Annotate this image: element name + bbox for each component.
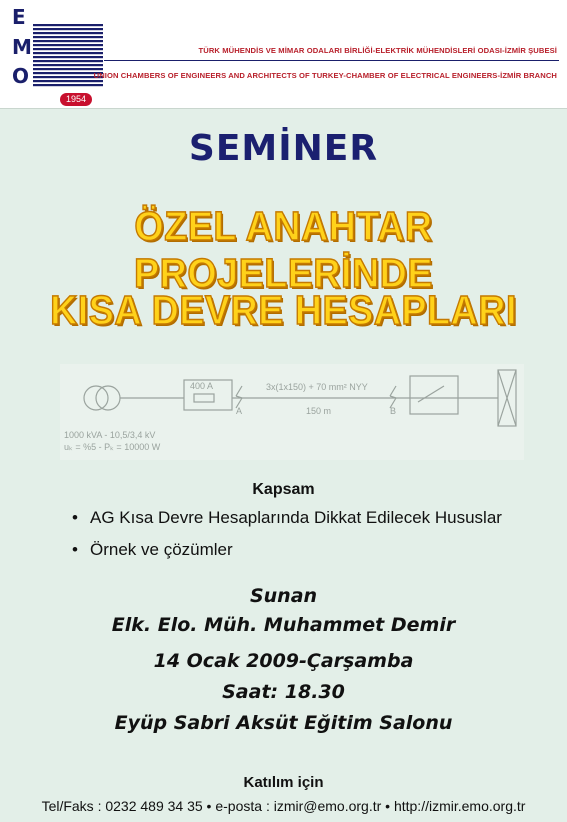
event-type-heading: SEMİNER [188, 128, 379, 169]
scope-item [72, 506, 502, 538]
org-name-turkish: TÜRK MÜHENDİS VE MİMAR ODALARI BİRLİĞİ-ELEKTRİK MÜHENDİSLERİ ODASI-İZMİR ŞUBESİ [198, 46, 557, 55]
header-divider [104, 60, 559, 61]
seminar-title-line-1: ÖZEL ANAHTAR PROJELERİNDE [134, 203, 433, 296]
org-name-english: UNION CHAMBERS OF ENGINEERS AND ARCHITECTS OF TURKEY-CHAMBER OF ELECTRICAL ENGINEERS-İZMİR BRANCH [93, 71, 557, 80]
cable-spec-label: 3x(1x150) + 70 mm² NYY [266, 382, 368, 392]
bullet-icon: • [72, 540, 78, 559]
scope-heading: Kapsam [252, 481, 315, 498]
presenter-label: Sunan [249, 585, 318, 607]
logo-letter-e: E [12, 5, 26, 29]
contact-info: Tel/Faks : 0232 489 34 35 • e-posta : izmir@emo.org.tr • http://izmir.emo.org.tr [41, 798, 526, 814]
transformer-spec-2: uₖ = %5 - Pₖ = 10000 W [64, 442, 161, 452]
participation-heading: Katılım için [243, 774, 324, 791]
bullet-icon: • [72, 508, 78, 527]
breaker-rating-label: 400 A [190, 381, 214, 391]
circuit-diagram [60, 364, 524, 460]
seminar-title-line-2: KISA DEVRE HESAPLARI [50, 287, 517, 333]
transformer-spec-1: 1000 kVA - 10,5/3,4 kV [64, 430, 156, 440]
event-venue: Eyüp Sabri Aksüt Eğitim Salonu [114, 712, 453, 734]
logo-letter-m: M [12, 35, 32, 59]
event-date: 14 Ocak 2009-Çarşamba [153, 650, 414, 672]
founding-year-badge: 1954 [60, 93, 92, 106]
header-banner [0, 0, 567, 109]
cable-length-label: 150 m [306, 406, 332, 416]
scope-item [72, 538, 502, 570]
scope-item-text: Örnek ve çözümler [90, 540, 233, 559]
scope-list [72, 506, 502, 570]
logo-letter-o: O [12, 64, 30, 88]
logo-stripes-icon [33, 24, 103, 90]
presenter-name: Elk. Elo. Müh. Muhammet Demir [111, 614, 456, 636]
point-a-label: A [236, 406, 243, 416]
event-time: Saat: 18.30 [222, 681, 345, 703]
point-b-label: B [390, 406, 397, 416]
scope-item-text: AG Kısa Devre Hesaplarında Dikkat Edilecek Hususlar [90, 508, 502, 527]
